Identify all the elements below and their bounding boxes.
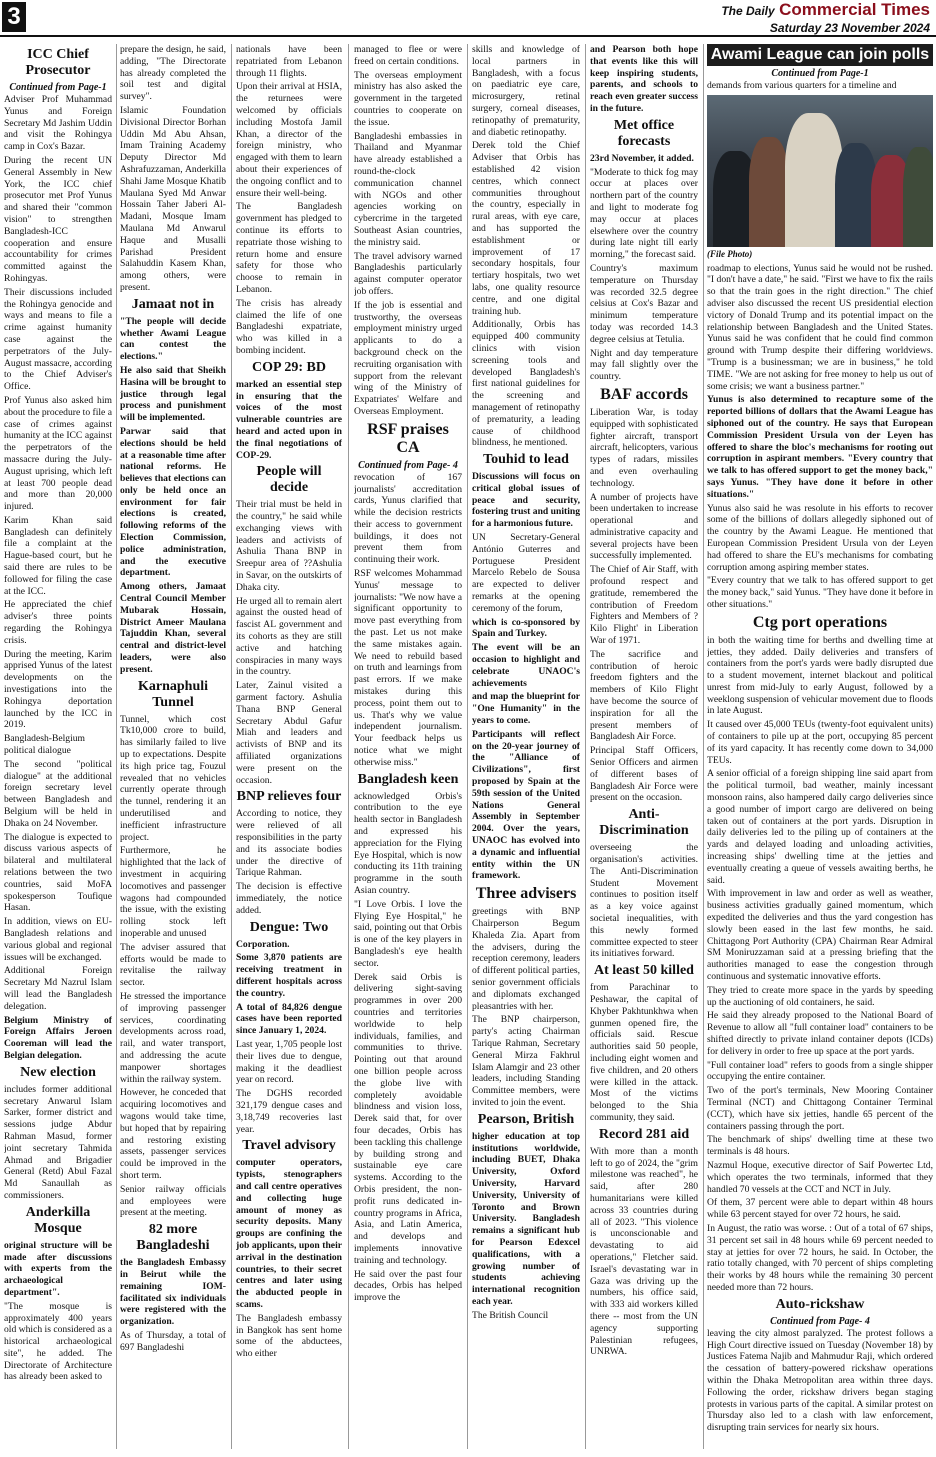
paragraph: UN Secretary-General António Guterres and Portuguese President Marcelo Rebelo de Sousa are expected to deliver remarks at the opening ceremony of the forum, — [472, 532, 580, 614]
paragraph: The event will be an occasion to highlight and celebrate UNAOC's achievements — [472, 642, 580, 689]
paragraph: During the meeting, Karim apprised Yunus of the latest developments on the investigations into the Rohingya deportation launched by the ICC in 2019. — [4, 648, 112, 731]
paragraph: the Bangladesh Embassy in Beirut while the remaining IOM-facilitated six individuals were registered with the organization. — [120, 1257, 226, 1328]
paragraph: Of them, 37 percent were able to depart within 48 hours while 63 percent stayed for over 72 hours, he said. — [707, 1197, 933, 1221]
paragraph: demands from various quarters for a timeline and — [707, 80, 897, 91]
paragraph: Upon their arrival at HSIA, the returnees were welcomed by officials including Mostofa Jamil Khan, a director of the foreign ministry, who engaged with them to learn about their experiences of the ongoing conflict and to ensure their well-being. — [236, 81, 342, 199]
paragraph: Yunus is also determined to recapture some of the reported billions of dollars that the Awami League has siphoned out of the country. He says that European Commission President Ursula von der Leyen has offered to share the bloc's mechanisms for rooting out corruption in aspirant members. "Every country that we talk to has offered support to get the money back," says Yunus. "They have done it before in other situations." — [707, 394, 933, 500]
paragraph: Two of the port's terminals, New Mooring Container Terminal (NCT) and Chittagong Container Terminal (CCT), which have six jetties, handle 65 percent of the containers passing through the port. — [707, 1085, 933, 1132]
paragraph: Their trial must be held in the country," he said while exchanging views with leaders and activists of Ashulia Thana BNP in Sreepur area of ??Ashulia in Savar, on the outskirts of Dhaka city. — [236, 499, 342, 593]
paragraph: "The people will decide whether Awami League can contest the elections." — [120, 315, 226, 363]
paragraph: "The mosque is approximately 400 years old which is considered as a historical archaeological site", he added. The Directorate of Architecture has already been asked to — [4, 1300, 112, 1383]
paragraph: Karim Khan said Bangladesh can definitely file a complaint at the Hague-based court, but he said there are rules to be followed for filing the case at the ICC. — [4, 514, 112, 597]
paragraph: revocation of 167 journalists' accreditation cards, Yunus clarified that while the decision restricts their access to government buildings, it does not prevent them from continuing their work. — [354, 471, 462, 566]
paragraph: If the job is essential and trustworthy, the overseas employment ministry urged applicants to do a background check on the recruiting organisation with support from the relevant wing of the Ministry of Expatriates' Welfare and Overseas Employment. — [354, 299, 462, 417]
column-divider — [231, 44, 232, 1449]
headline-anderkilla-mosque: Anderkilla Mosque — [25, 1204, 91, 1236]
paragraph: Country's maximum temperature on Thursday was recorded 32.5 degree celsius at Cox's Bazar and minimum temperature today was recorded 14.3 degree celsius at Tetulia. — [590, 262, 698, 345]
column-divider — [348, 44, 349, 1449]
paragraph: The second "political dialogue" at the additional foreign secretary level between Bangladesh and Belgium will be held in Dhaka on 24 November. — [4, 758, 112, 829]
paragraph: He said they already proposed to the National Board of Revenue to allow all "full container load" containers to be shifted directly to private inland container depots (ICDs) for delivery in order to free up space at the port yards. — [707, 1010, 933, 1057]
paragraph: The overseas employment ministry has also asked the government in the targeted countries to cooperate on the issue. — [354, 69, 462, 128]
headline-record-281-aid: Record 281 aid — [598, 1126, 690, 1142]
paragraph: and map the blueprint for "One Humanity" in the years to come. — [472, 691, 580, 727]
column-divider — [116, 44, 117, 1449]
paragraph: In August, the ratio was worse. : Out of a total of 67 ships, 31 percent set sail in 48 hours while 69 percent needed to stay at jetties for over 72 hours, he said. In October, the ratio totally changed, with 70 percent of ships completing their works by 48 hours while the remaining 30 percent needed more than 72 hours. — [707, 1222, 933, 1293]
paragraph: During the recent UN General Assembly in New York, the ICC chief prosecutor met Prof Yunus and shared their "common vision" to strengthen Bangladesh-ICC cooperation and ensure accountability for crimes committed against the Rohingyas. — [4, 154, 112, 284]
paragraph: overseeing the organisation's activities. The Anti-Discrimination Student Movement continues to position itself as a key voice against societal inequalities, with this newly formed committee expected to steer its initiatives forward. — [590, 842, 698, 960]
paragraph: As of Thursday, a total of 697 Bangladeshi — [120, 1329, 226, 1353]
headline-at-least-50-killed: At least 50 killed — [594, 963, 694, 979]
paragraph: He appreciated the chief adviser's three points regarding the Rohingya crisis. — [4, 599, 112, 646]
paragraph: Principal Staff Officers, Senior Officers and airmen of different bases of Bangladesh Air Force were present on the occasion. — [590, 745, 698, 804]
headline-touhid-to-lead: Touhid to lead — [483, 452, 569, 468]
paragraph: Bangladeshi embassies in Thailand and Myanmar have already established a round-the-clock communication channel with NGOs and other agencies working on cybercrime in the targeted Southeast Asian countries, the ministry said. — [354, 130, 462, 248]
paragraph: Liberation War, is today equipped with sophisticated fighter aircraft, transport aircraft, helicopters, various types of radars, missiles and even overhauling technology. — [590, 406, 698, 489]
paragraph: Nazmul Hoque, executive director of Saif Powertec Ltd, which operates the two terminals, informed that they handled 70 vessels at the CCT and NCT in July. — [707, 1159, 933, 1195]
column-1 — [4, 44, 112, 1449]
paragraph: Derek said Orbis is delivering sight-saving programmes in over 200 countries and territories worldwide to help individuals, families, and communities to thrive. Pointing out that around one billion people across the globe live with completely avoidable blindness and vision loss, Derek said that, for over four decades, Orbis has been tackling this challenge by building strong and sustainable eye care systems. According to the Orbis president, the non-profit runs dedicated in-country programs in Africa, Asia, and Latin America, and develops and implements innovative training and technology. — [354, 971, 462, 1266]
column-6 — [590, 44, 698, 1449]
paragraph: The British Council — [472, 1309, 549, 1321]
paragraph: A total of 84,826 dengue cases have been reported since January 1, 2024. — [236, 1001, 342, 1037]
headline-met-office-forecasts: Met office forecasts — [613, 117, 675, 149]
paragraph: The crisis has already claimed the life of one Bangladeshi expatriate, who was killed in a bombing incident. — [236, 297, 342, 356]
paragraph: Among others, Jamaat Central Council Member Mubarak Hossain, District Ameer Maulana Tajuddin Khan, several central and district-level leaders, were also present. — [120, 581, 226, 675]
paragraph: It caused over 45,000 TEUs (twenty-foot equivalent units) of containers to pile up at the port, occupying 85 percent of its yard capacity. It has recently come down to 34,000 TEUs. — [707, 719, 933, 766]
photo-figure — [903, 147, 933, 247]
paragraph: A senior official of a foreign shipping line said apart from the political turmoil, bad weather, mainly incessant monsoon rains, also hampered daily cargo deliveries since a good number of import cargo are delivered on being taken out of containers at the port yards. Disruption in daily deliveries led to the piling up of containers at the yards and delayed loading and unloading activities, increasing ships' dwelling time at the jetties and eventually creating a queue of vessels awaiting berths, he said. — [707, 768, 933, 886]
paragraph: Additional Foreign Secretary Md Nazrul Islam will lead the Bangladesh delegation. — [4, 965, 112, 1012]
headline-awami-league-banner: Awami League can join polls — [707, 44, 933, 66]
paragraph: He also said that Sheikh Hasina will be brought to justice through legal process and punishment will be implemented. — [120, 364, 226, 424]
paragraph: Prof Yunus also asked him about the procedure to file a case of crimes against humanity at the ICC against the perpetrators of the massacre during the July-August uprising, which left at least 700 people dead and more than 20,000 injured. — [4, 394, 112, 513]
paragraph: leaving the city almost paralyzed. The protest follows a High Court directive issued on Tuesday (November 18) by Justices Fatema Najib and Mahmudur Raji, which ordered the cessation of battery-powered rickshaw operations within the Dhaka Metropolitan area within three days. Following the order, rickshaw drivers began staging protests in various parts of the capital. A similar protest on Thursday also led to a clash with law enforcement, disrupting train services for nearly six hours. — [707, 1327, 933, 1434]
continued-note: Continued from Page-1 — [771, 68, 869, 79]
headline-baf-accords: BAF accords — [600, 385, 688, 403]
headline-bangladesh-keen: Bangladesh keen — [357, 771, 459, 787]
paragraph: Belgium Ministry of Foreign Affairs Jeroen Cooreman will lead the Belgian delegation. — [4, 1014, 112, 1061]
continued-note: Continued from Page-1 — [9, 82, 107, 93]
paragraph: The benchmark of ships' dwelling time at these two terminals is 48 hours. — [707, 1134, 933, 1158]
paragraph: which is co-sponsored by Spain and Turkey. — [472, 616, 580, 640]
paragraph: The BNP chairperson, party's acting Chairman Tarique Rahman, Secretary General Mirza Fakhrul Islam Alamgir and 23 other leaders, including Standing Committee members, were invited to join the event. — [472, 1014, 580, 1108]
paragraph: A number of projects have been undertaken to increase operational and administrative capacity and several projects have been successfully implemented. — [590, 491, 698, 562]
paragraph: "Moderate to thick fog may occur at places over northern part of the country and light to moderate fog may occur at places elsewhere over the country during late night till early morning," the forecast said. — [590, 166, 698, 261]
paragraph: Senior railway officials and employees were present at the meeting. — [120, 1183, 226, 1219]
paragraph: nationals have been repatriated from Lebanon through 11 flights. — [236, 44, 342, 79]
masthead — [721, 0, 930, 35]
column-2 — [120, 44, 226, 1449]
paragraph: With improvement in law and order as well as weather, business activities gradually gained momentum, which expedited the deliveries and thus the yard congestion has slowly been eased in the last few months, he said. Chittagong Port Authority (CPA) Chairman Rear Admiral SM Moniruzzaman said at a pressing briefing that the authorities managed to ease the congestion through continuous and systematic innovative efforts. — [707, 888, 933, 983]
paragraph: skills and knowledge of local partners in Bangladesh, with a focus on paediatric eye care, microsurgery, retinal surgery, corneal diseases, retinopathy of prematurity, and diabetic retinopathy. — [472, 44, 580, 138]
paragraph: managed to flee or were freed on certain conditions. — [354, 44, 462, 67]
continued-note: Continued from Page- 4 — [358, 459, 458, 471]
masthead-title: Commercial Times — [779, 0, 930, 19]
headline-pearson-british: Pearson, British — [477, 1111, 575, 1127]
paragraph: The sacrifice and contribution of heroic freedom fighters and the members of Kilo Flight have become the source of inspiration for all the present members of Bangladesh Air Force. — [590, 648, 698, 743]
paragraph: Furthermore, he highlighted that the lack of investment in acquiring locomotives and passenger wagons had compounded the issue, with the existing rolling stock left inoperable and unused — [120, 845, 226, 939]
paragraph: Islamic Foundation Divisional Director Borhan Uddin Md Abu Ahsan, Imam Training Academy Deputy Director Md Ashrafuzzaman, Anderkilla Shahi Jame Mosque Khatib Maulana Syed Md Anwar Hossain Taher Jaberi Al-Madani, Mosque Imam Maulana Md Anwarul Haque and Musalli Parishad President Salahuddin Kasem Khan, among others, were present. — [120, 104, 226, 293]
headline-jamaat-not-in: Jamaat not in — [131, 296, 215, 312]
headline-bnp-relieves-four: BNP relieves four — [236, 789, 342, 805]
column-3 — [236, 44, 342, 1449]
paragraph: roadmap to elections, Yunus said he would not be rushed. "I don't have a date," he said. "First we have to fix the rails so that the train goes in the right direction." The chief adviser also discussed the recent US presidential election victory of Donald Trump and its potential impact on the relationship between Bangladesh and the United States. Yunus said he was confident that he could find common ground with Trump despite their differing worldviews. "Trump is a businessman; we are in business," he told TIME. "We are not asking for free money to help us out of some crisis; we want a business partner." — [707, 262, 933, 392]
headline-cop-29-bd: COP 29: BD — [252, 359, 326, 375]
headline-people-will-decide: People will decide — [256, 464, 322, 496]
paragraph: Corporation. — [236, 938, 290, 950]
paragraph: The dialogue is expected to discuss various aspects of bilateral and multilateral relations between the two countries, said MoFA spokesperson Toufique Hasan. — [4, 831, 112, 914]
paragraph: The DGHS recorded 321,179 dengue cases and 3,18,749 recoveries last year. — [236, 1088, 342, 1135]
paragraph: The Bangladesh embassy in Bangkok has sent home some of the abductees, who either — [236, 1312, 342, 1360]
page-number: 3 — [2, 2, 26, 32]
news-photo — [707, 95, 933, 247]
continued-note: Continued from Page- 4 — [770, 1315, 870, 1327]
paragraph: The travel advisory warned Bangladeshis particularly against computer operator job offers. — [354, 250, 462, 297]
paragraph: and Pearson both hope that events like this will keep inspiring students, parents, and schools to reach even greater success in the future. — [590, 44, 698, 114]
headline-icc-chief-prosecutor: ICC Chief Prosecutor — [25, 47, 91, 78]
paragraph: Adviser Prof Muhammad Yunus and Foreign Secretary Md Jashim Uddin and visit the Rohingya camp in Cox's Bazar. — [4, 94, 112, 153]
page-header — [0, 0, 936, 36]
column-divider — [585, 44, 586, 1449]
paragraph: prepare the design, he said, adding, "The Directorate has already completed the soil test and digital survey". — [120, 44, 226, 103]
headline-82-more-bangladeshi: 82 more Bangladeshi — [136, 1222, 210, 1254]
paragraph: They tried to create more space in the yards by speeding up the auctioning of old containers, he said. — [707, 984, 933, 1008]
paragraph: includes former additional secretary Anwarul Islam Sarker, former district and sessions judge Abdur Rahman Masud, former joint secretary Tahmida Ahmad and Brigadier General (Retd) Abul Fazal Md Sanaullah as commissioners. — [4, 1083, 112, 1201]
paragraph: Last year, 1,705 people lost their lives due to dengue, making it the deadliest year on record. — [236, 1038, 342, 1086]
paragraph: Later, Zainul visited a garment factory. Ashulia Thana BNP General Secretary Abdul Gafur Miah and leaders and activists of BNP and its affiliated organizations were present on the occasion. — [236, 680, 342, 786]
headline-anti-discrimination: Anti-Discrimination — [599, 807, 689, 839]
paragraph: Bangladesh-Belgium political dialogue — [4, 733, 85, 757]
paragraph: He urged all to remain alert against the ousted head of fascist AL government and its cohorts as they are still active and hatching conspiracies in many ways in the country. — [236, 595, 342, 678]
paragraph: computer operators, typists, stenographers and call centre operatives and collecting huge amount of money as security deposits. Many groups are confining the job applicants, upon their arrival in the destination countries, to their secret centres and later using the abducted people in scams. — [236, 1157, 342, 1310]
paragraph: In addition, views on EU-Bangladesh relations and various global and regional issues will be exchanged. — [4, 916, 112, 963]
paragraph: higher education at top institutions worldwide, including BUET, Dhaka University, Oxford University, Harvard University, University of Toronto and Brown University. Bangladesh remains a significant hub for Pearson Edexcel qualifications, with a growing number of students achieving international recognition each year. — [472, 1130, 580, 1307]
paragraph: Their discussions included the Rohingya genocide and ways and means to file a crime against humanity case against the perpetrators of the July-August massacre, according to the Chief Adviser's Office. — [4, 286, 112, 393]
paragraph: Discussions will focus on critical global issues of peace and security, fostering trust and uniting for a harmonious future. — [472, 471, 580, 530]
paragraph: With more than a month left to go of 2024, the "grim milestone was reached", he said, after 280 humanitarians were killed across 33 countries during all of 2023. "This violence is unconscionable and devastating to aid operations," Fletcher said. Israel's devastating war in Gaza was driving up the numbers, his office said, with 333 aid workers killed there -- most from the UN agency supporting Palestinian refugees, UNRWA. — [590, 1145, 698, 1358]
photo-caption: (File Photo) — [707, 248, 753, 259]
paragraph: Parwar said that elections should be held at a reasonable time after national reforms. He believes that elections can only be held once an environment for fair elections is created, following reforms of the Election Commission, police administration, and the executive department. — [120, 425, 226, 579]
paragraph: Additionally, Orbis has equipped 400 community clinics with vision screening tools and developed Bangladesh's first national guidelines for the screening and management of retinopathy of prematurity, a leading cause of childhood blindness, he mentioned. — [472, 319, 580, 449]
paragraph: 23rd November, it added. — [590, 152, 694, 164]
column-7 — [707, 44, 933, 1449]
paragraph: Some 3,870 patients are receiving treatment in different hospitals across the country. — [236, 952, 342, 999]
paragraph: original structure will be made after discussions with experts from the archaeological department". — [4, 1239, 112, 1298]
paragraph: He stressed the importance of improving passenger services, coordinating developments across road, rail, and water transport, and addressing the acute manpower shortages within the railway system. — [120, 990, 226, 1085]
header-rule — [0, 35, 936, 37]
headline-karnaphuli-tunnel: Karnaphuli Tunnel — [137, 678, 209, 710]
paragraph: Derek told the Chief Adviser that Orbis has established 42 vision centres, which connect communities throughout the country, especially in rural areas, with eye care, and has supported the establishment or improvement of 17 secondary hospitals, four tertiary hospitals, two wet labs, one quality resource centre, and one digital training hub. — [472, 140, 580, 317]
paragraph: Yunus also said he was resolute in his efforts to recover some of the billions of dollars allegedly siphoned out of the country by the Awami League. He mentioned that European Commission President Ursula von der Leyen had offered to share the EU's mechanisms for combating corruption among aspiring member states. — [707, 502, 933, 573]
headline-dengue-two: Dengue: Two — [249, 919, 329, 935]
paragraph: According to notice, they were relieved of all responsibilities in the party and its associate bodies under the directive of Tarique Rahman. — [236, 808, 342, 879]
issue-date: Saturday 23 November 2024 — [769, 21, 930, 35]
headline-new-election: New election — [20, 1064, 96, 1080]
headline-rsf-praises-ca: RSF praises CA — [367, 420, 449, 456]
paragraph: The Bangladesh government has pledged to continue its efforts to repatriate those wishing to return home and ensure safety for those who choose to remain in Lebanon. — [236, 201, 342, 295]
paragraph: in both the waiting time for berths and dwelling time at jetties, they added. Daily deliveries and transfers of containers from the port's yards were badly disrupted due to a student movement, internet blackout and political unrest from mid-July to early August, followed by a weeklong suspension of vehicular movement due to floods in late August. — [707, 634, 933, 717]
paragraph: The decision is effective immediately, the notice added. — [236, 881, 342, 916]
masthead-the: The Daily — [721, 4, 775, 18]
photo-figure — [749, 137, 789, 247]
paragraph: from Parachinar to Peshawar, the capital of Khyber Pakhtunkhwa when gunmen opened fire, the officials said. Rescue authorities said 50 people, including eight women and five children, and 20 others were killed in the attack. Most of the victims belonged to the Shia community, they said. — [590, 982, 698, 1123]
column-divider — [467, 44, 468, 1449]
column-5 — [472, 44, 580, 1449]
headline-travel-advisory: Travel advisory — [242, 1138, 336, 1154]
paragraph: acknowledged Orbis's contribution to the eye health sector in Bangladesh and expressed his appreciation for the Flying Eye Hospital, which is now conducting its 11th training programme in the south Asian country. — [354, 790, 462, 896]
headline-ctg-port-operations: Ctg port operations — [752, 613, 888, 631]
paragraph: "Every country that we talk to has offered support to get the money back," said Yunus. "They have done it before in other situations." — [707, 575, 933, 610]
paragraph: "I Love Orbis. I love the Flying Eye Hospital," he said, pointing out that Orbis is one of the key players in Bangladesh's eye health sector. — [354, 898, 462, 969]
column-divider — [703, 44, 704, 1449]
paragraph: greetings with BNP Chairperson Begum Khaleda Zia. Apart from the advisers, during the reception ceremony, leaders of different political parties, senior government officials and diplomats exchanged pleasantries with her. — [472, 906, 580, 1012]
paragraph: Tunnel, which cost Tk10,000 crore to build, has similarly failed to live up to expectations. Despite its high price tag, Fouzul revealed that no vehicles currently operate through the tunnel, rendering it an underutilised and inefficient infrastructure project. — [120, 713, 226, 843]
paragraph: marked an essential step in ensuring that the voices of the most vulnerable countries are heard and acted upon in the final negotiations of COP-29. — [236, 378, 342, 461]
paragraph: The Chief of Air Staff, with profound respect and gratitude, remembered the contribution of Freedom Fighters and Members of ?Kilo Flight' in Liberation War of 1971. — [590, 564, 698, 647]
paragraph: Night and day temperature may fall slightly over the country. — [590, 347, 698, 383]
paragraph: Participants will reflect on the 20-year journey of the "Alliance of Civilizations", first proposed by Spain at the 59th session of the United Nations General Assembly in September 2004. Over the years, UNAOC has evolved into a dynamic and influential entity within the UN framework. — [472, 728, 580, 882]
headline-auto-rickshaw: Auto-rickshaw — [775, 1296, 865, 1312]
paragraph: The adviser assured that efforts would be made to revitalise the railway sector. — [120, 941, 226, 989]
paragraph: However, he conceded that acquiring locomotives and wagons would take time, but hoped that by repairing and restoring existing assets, passenger services could be improved in the short term. — [120, 1087, 226, 1181]
paragraph: He said over the past four decades, Orbis has helped improve the — [354, 1268, 462, 1304]
headline-three-advisers: Three advisers — [475, 885, 577, 903]
paragraph: RSF welcomes Mohammad Yunus' message to journalists: "We now have a significant opportunity to move past everything from the past. Let us not make the same mistakes again. We need to rebuild based on truth and learnings from past errors. If we make mistakes during this process, point them out to us. That's why we value independent journalism. Your feedback helps us notice what we might otherwise miss." — [354, 568, 462, 768]
paragraph: "Full container load" refers to goods from a single shipper occupying the entire container. — [707, 1059, 933, 1083]
column-4 — [354, 44, 462, 1449]
